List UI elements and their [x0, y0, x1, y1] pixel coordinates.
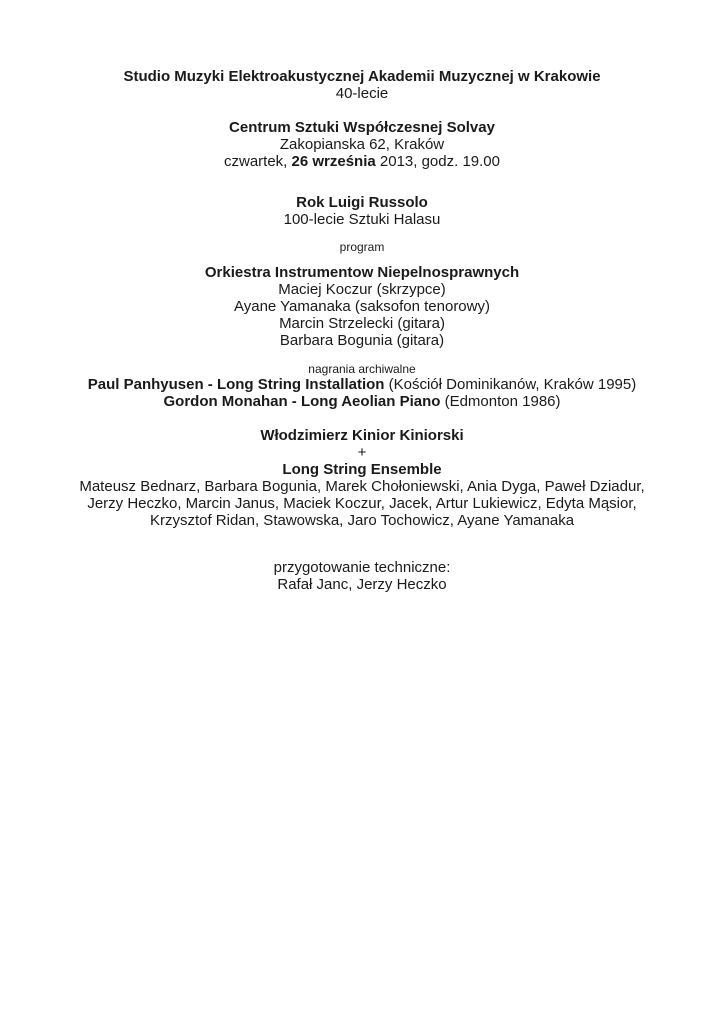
ensemble-members: Jerzy Heczko, Marcin Janus, Maciek Koczur, Jacek, Artur Lukiewicz, Edyta Mąsior, [87, 495, 637, 512]
archival-item-details: (Edmonton 1986) [440, 393, 561, 410]
ensemble-leader: Włodzimierz Kinior Kiniorski [260, 427, 464, 444]
date-suffix: 2013, godz. 19.00 [375, 153, 500, 170]
orchestra-member: Ayane Yamanaka (saksofon tenorowy) [234, 298, 490, 315]
venue-address: Zakopianska 62, Kraków [279, 136, 445, 153]
archival-item-details: (Kościół Dominikanów, Kraków 1995) [384, 376, 637, 393]
institution-title: Studio Muzyki Elektroakustycznej Akademii Muzycznej w Krakowie [123, 68, 601, 85]
archival-item-title: Gordon Monahan - Long Aeolian Piano [163, 393, 441, 410]
archival-item [0, 393, 724, 410]
theme-title: Rok Luigi Russolo [296, 194, 428, 211]
archival-item [0, 376, 724, 393]
orchestra-member: Maciej Koczur (skrzypce) [278, 281, 446, 298]
ensemble-members: Krzysztof Ridan, Stawowska, Jaro Tochowicz, Ayane Yamanaka [149, 512, 575, 529]
date-day: 26 września [291, 153, 376, 170]
event-date [0, 153, 724, 170]
orchestra-name: Orkiestra Instrumentow Niepelnosprawnych [204, 264, 520, 281]
venue-name: Centrum Sztuki Współczesnej Solvay [229, 119, 495, 136]
plus-sign: + [357, 444, 367, 461]
theme-subtitle: 100-lecie Sztuki Halasu [283, 211, 441, 228]
ensemble-members: Mateusz Bednarz, Barbara Bogunia, Marek Chołoniewski, Ania Dyga, Paweł Dziadur, [79, 478, 645, 495]
technical-names: Rafał Janc, Jerzy Heczko [277, 576, 447, 593]
orchestra-member: Marcin Strzelecki (gitara) [279, 315, 445, 332]
date-prefix: czwartek, [223, 153, 292, 170]
anniversary-label: 40-lecie [335, 85, 389, 102]
program-label: program [339, 240, 385, 254]
archival-label: nagrania archiwalne [308, 362, 416, 376]
orchestra-member: Barbara Bogunia (gitara) [279, 332, 445, 349]
technical-label: przygotowanie techniczne: [273, 559, 451, 576]
program-document [0, 68, 724, 593]
ensemble-name: Long String Ensemble [282, 461, 442, 478]
archival-item-title: Paul Panhyusen - Long String Installation [87, 376, 385, 393]
